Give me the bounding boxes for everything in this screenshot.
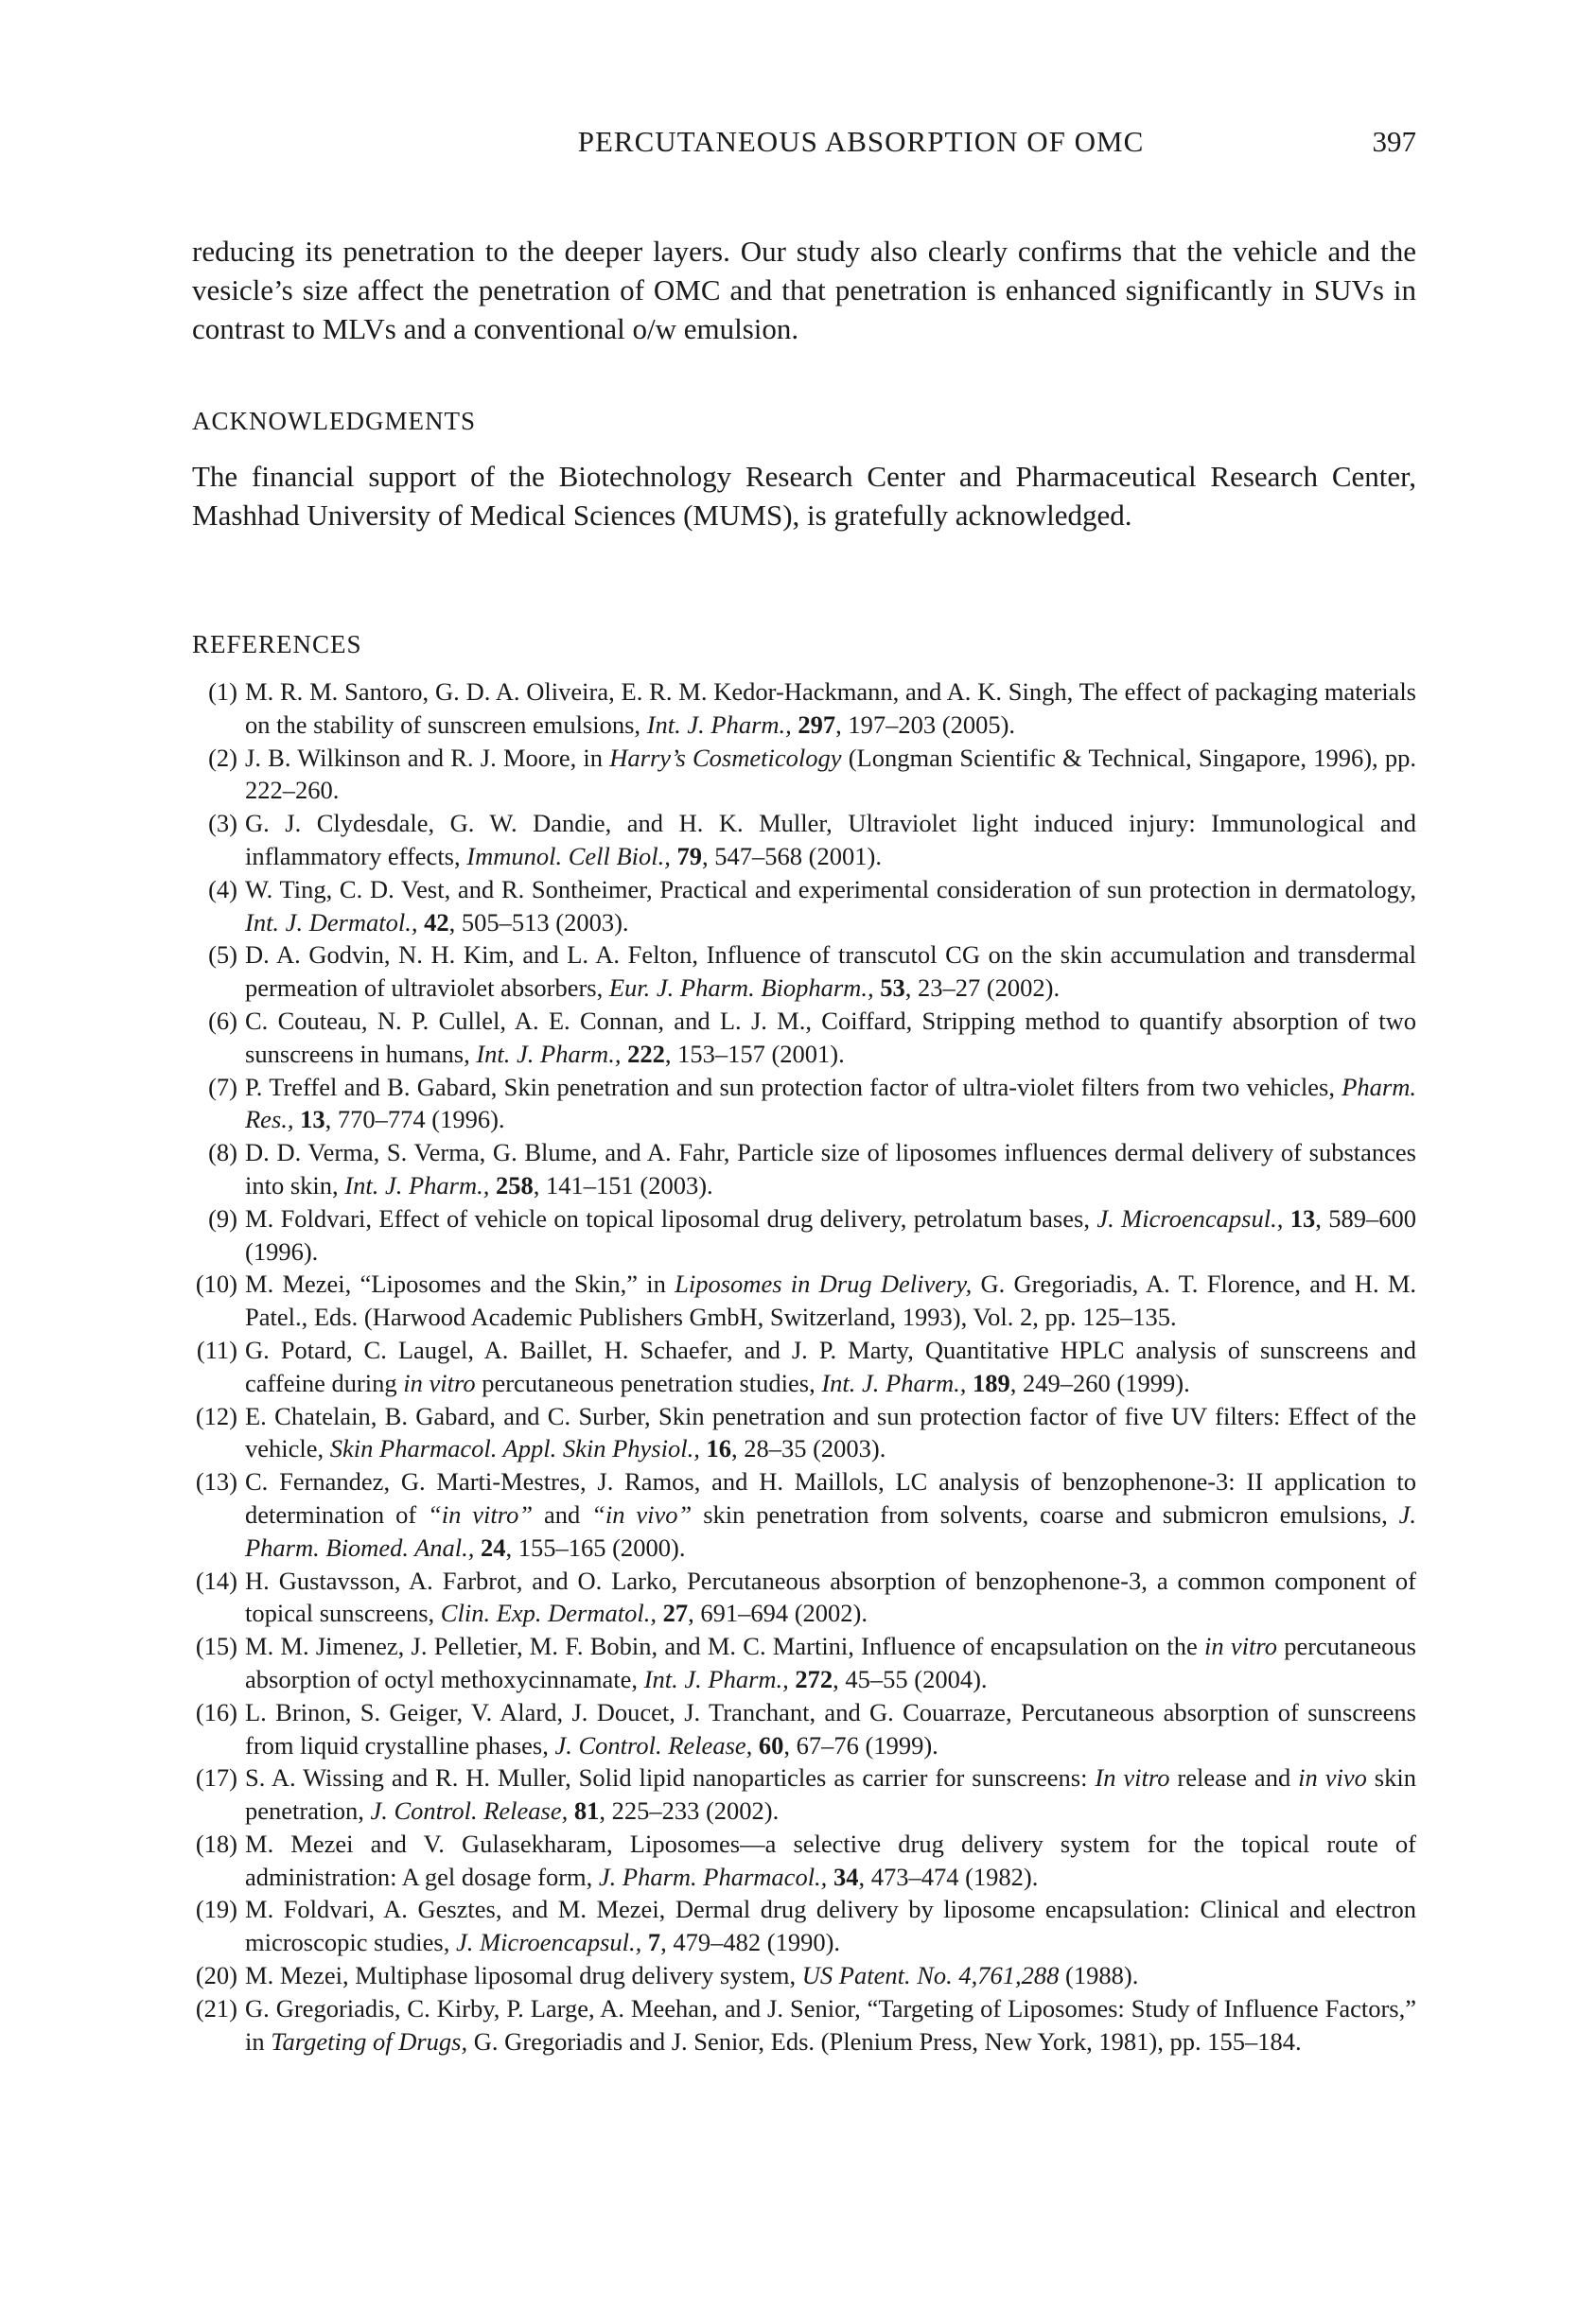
reference-item bbox=[192, 1696, 1416, 1762]
reference-text: and bbox=[533, 1499, 592, 1529]
reference-text: , 589–600 (1996). bbox=[245, 1203, 1417, 1266]
reference-text bbox=[752, 1731, 759, 1760]
reference-number: (4) bbox=[208, 874, 237, 903]
reference-text: , 141–151 (2003). bbox=[533, 1170, 713, 1200]
reference-volume: 7 bbox=[647, 1928, 661, 1957]
reference-volume: 13 bbox=[300, 1105, 325, 1134]
reference-volume: 60 bbox=[758, 1730, 784, 1760]
reference-item bbox=[192, 1893, 1416, 1959]
reference-text: , 225–233 (2002). bbox=[599, 1796, 780, 1826]
reference-item bbox=[192, 1828, 1416, 1894]
reference-italic-text: Liposomes in Drug Delivery, bbox=[675, 1270, 973, 1299]
reference-italic-text: in vitro bbox=[1204, 1632, 1277, 1661]
reference-item bbox=[192, 807, 1416, 873]
reference-text: M. Mezei and V. Gulasekharam, Liposomes—a selective drug delivery system for the topical route of administration: A gel dosage form, bbox=[245, 1829, 1416, 1891]
reference-text: , 23–27 (2002). bbox=[904, 973, 1061, 1003]
reference-text bbox=[489, 1171, 496, 1200]
reference-text: , 45–55 (2004). bbox=[833, 1664, 988, 1693]
reference-number: (2) bbox=[208, 743, 237, 772]
reference-italic-text: J. Microencapsul., bbox=[1096, 1203, 1284, 1233]
running-title: PERCUTANEOUS ABSORPTION OF OMC bbox=[577, 125, 1145, 158]
reference-text: L. Brinon, S. Geiger, V. Alard, J. Doucet, J. Tranchant, and G. Couarraze, Percutaneous absorption of sunscreens from liquid crystalline phases, bbox=[245, 1697, 1416, 1760]
reference-text: W. Ting, C. D. Vest, and R. Sontheimer, Practical and experimental consideration of sun protection in dermatology, bbox=[245, 874, 1416, 903]
reference-text: , 473–474 (1982). bbox=[858, 1862, 1039, 1891]
reference-italic-text: Immunol. Cell Biol., bbox=[466, 841, 671, 870]
reference-text: , 691–694 (2002). bbox=[688, 1599, 868, 1628]
reference-text: skin penetration, bbox=[245, 1763, 1416, 1826]
reference-volume: 16 bbox=[706, 1434, 731, 1463]
reference-text: percutaneous absorption of octyl methoxycinnamate, bbox=[245, 1632, 1416, 1693]
reference-italic-text: US Patent. No. 4,761,288 bbox=[801, 1961, 1060, 1990]
reference-number: (3) bbox=[208, 809, 237, 838]
reference-text: G. Gregoriadis, A. T. Florence, and H. M. Patel., Eds. (Harwood Academic Publishers GmbH, Switzerland, 1993), Vol. 2, pp. 125–135. bbox=[245, 1270, 1417, 1332]
reference-number: (11) bbox=[196, 1335, 237, 1364]
reference-volume: 42 bbox=[424, 907, 449, 937]
reference-number: (15) bbox=[195, 1632, 237, 1661]
reference-item bbox=[192, 1202, 1416, 1269]
reference-text: , 479–482 (1990). bbox=[660, 1928, 841, 1957]
reference-italic-text: in vivo bbox=[1298, 1763, 1367, 1793]
reference-italic-text: Int. J. Pharm., bbox=[476, 1039, 622, 1068]
reference-text: M. R. M. Santoro, G. D. A. Oliveira, E. R. M. Kedor-Hackmann, and A. K. Singh, The effect of packaging materials on the stability of sunscreen emulsions, bbox=[245, 677, 1416, 739]
reference-text: , 505–513 (2003). bbox=[448, 907, 629, 937]
reference-number: (12) bbox=[195, 1401, 237, 1430]
references-list bbox=[192, 675, 1416, 2058]
reference-number: (16) bbox=[195, 1697, 237, 1726]
reference-volume: 297 bbox=[798, 709, 836, 739]
reference-number: (13) bbox=[195, 1467, 237, 1497]
reference-number: (9) bbox=[208, 1203, 237, 1233]
reference-item bbox=[192, 1136, 1416, 1202]
page-number: 397 bbox=[1372, 125, 1416, 158]
reference-item bbox=[192, 1630, 1416, 1696]
reference-volume: 53 bbox=[880, 973, 905, 1003]
running-header bbox=[192, 125, 1416, 163]
reference-text: M. M. Jimenez, J. Pelletier, M. F. Bobin, and M. C. Martini, Influence of encapsulation on the bbox=[245, 1632, 1205, 1661]
reference-item bbox=[192, 1268, 1416, 1334]
reference-number: (5) bbox=[208, 940, 237, 970]
reference-italic-text: Int. J. Pharm., bbox=[643, 1664, 789, 1693]
acknowledgments-text: The financial support of the Biotechnology Research Center and Pharmaceutical Research Center, Mashhad University of Medical Sciences (MUMS), is gratefully acknowledged. bbox=[192, 460, 1416, 532]
reference-italic-text: Pharm. Res., bbox=[245, 1072, 1416, 1134]
reference-italic-text: Int. J. Dermatol., bbox=[245, 907, 418, 937]
reference-text bbox=[1283, 1204, 1289, 1233]
reference-italic-text: J. Pharm. Pharmacol., bbox=[598, 1862, 828, 1891]
reference-item bbox=[192, 1959, 1416, 1992]
reference-number: (7) bbox=[208, 1072, 237, 1101]
reference-item bbox=[192, 1400, 1416, 1466]
intro-paragraph: reducing its penetration to the deeper layers. Our study also clearly confirms that the vehicle and the vesicle’s size affect the penetration of OMC and that penetration is enhanced significantly in SUVs in contrast to MLVs and a conventional o/w emulsion. bbox=[192, 235, 1416, 345]
reference-text: C. Couteau, N. P. Cullel, A. E. Connan, and L. J. M., Coiffard, Stripping method to quantify absorption of two sunscreens in humans, bbox=[245, 1006, 1416, 1068]
reference-item bbox=[192, 1005, 1416, 1071]
reference-volume: 189 bbox=[973, 1368, 1010, 1397]
reference-italic-text: in vitro bbox=[403, 1368, 476, 1397]
reference-text: , 155–165 (2000). bbox=[505, 1533, 686, 1562]
reference-text: release and bbox=[1169, 1763, 1299, 1793]
reference-number: (8) bbox=[208, 1138, 237, 1167]
reference-text: (1988). bbox=[1059, 1961, 1139, 1990]
reference-italic-text: Int. J. Pharm., bbox=[821, 1368, 967, 1397]
reference-italic-text: Targeting of Drugs, bbox=[271, 2026, 468, 2056]
reference-italic-text: Clin. Exp. Dermatol., bbox=[440, 1599, 657, 1628]
reference-item bbox=[192, 742, 1416, 808]
reference-text: , 249–260 (1999). bbox=[1009, 1368, 1190, 1397]
reference-italic-text: J. Control. Release, bbox=[370, 1796, 569, 1826]
reference-item bbox=[192, 675, 1416, 742]
reference-text: , 67–76 (1999). bbox=[783, 1730, 938, 1760]
reference-volume: 258 bbox=[496, 1170, 534, 1200]
reference-italic-text: Eur. J. Pharm. Biopharm., bbox=[608, 973, 874, 1003]
reference-number: (10) bbox=[195, 1270, 237, 1299]
reference-text: , 197–203 (2005). bbox=[835, 709, 1016, 739]
reference-item bbox=[192, 1071, 1416, 1137]
reference-italic-text: Harry’s Cosmeticology bbox=[609, 743, 842, 772]
reference-text: M. Mezei, Multiphase liposomal drug delivery system, bbox=[245, 1961, 802, 1990]
references-heading: REFERENCES bbox=[192, 630, 362, 658]
reference-number: (17) bbox=[195, 1763, 237, 1793]
reference-text: D. D. Verma, S. Verma, G. Blume, and A. Fahr, Particle size of liposomes influences dermal delivery of substances into skin, bbox=[245, 1138, 1416, 1200]
reference-text: , 153–157 (2001). bbox=[664, 1039, 845, 1068]
reference-volume: 27 bbox=[662, 1599, 689, 1628]
reference-volume: 24 bbox=[481, 1533, 506, 1562]
reference-italic-text: “in vitro” bbox=[428, 1499, 534, 1529]
reference-text: J. B. Wilkinson and R. J. Moore, in bbox=[245, 743, 610, 772]
reference-text: G. Gregoriadis, C. Kirby, P. Large, A. Meehan, and J. Senior, “Targeting of Liposomes: Study of Influence Factors,” in bbox=[245, 1993, 1416, 2056]
reference-text: M. Foldvari, Effect of vehicle on topical liposomal drug delivery, petrolatum bases, bbox=[245, 1203, 1097, 1233]
reference-item bbox=[192, 1565, 1416, 1631]
reference-text: P. Treffel and B. Gabard, Skin penetration and sun protection factor of ultra-violet filters from two vehicles, bbox=[245, 1072, 1342, 1101]
reference-italic-text: J. Pharm. Biomed. Anal., bbox=[245, 1499, 1417, 1562]
reference-italic-text: Int. J. Pharm., bbox=[344, 1170, 490, 1200]
reference-text: percutaneous penetration studies, bbox=[475, 1368, 822, 1397]
reference-italic-text: Skin Pharmacol. Appl. Skin Physiol., bbox=[329, 1434, 700, 1463]
reference-number: (6) bbox=[208, 1006, 237, 1035]
reference-item bbox=[192, 938, 1416, 1005]
reference-italic-text: J. Control. Release, bbox=[554, 1730, 753, 1760]
reference-text: , 547–568 (2001). bbox=[702, 841, 882, 870]
reference-number: (1) bbox=[208, 677, 237, 706]
reference-text: M. Mezei, “Liposomes and the Skin,” in bbox=[245, 1270, 675, 1299]
reference-volume: 34 bbox=[833, 1862, 859, 1891]
reference-italic-text: In vitro bbox=[1095, 1763, 1170, 1793]
reference-volume: 79 bbox=[676, 841, 703, 870]
reference-number: (19) bbox=[195, 1895, 237, 1924]
reference-volume: 222 bbox=[627, 1039, 665, 1068]
reference-text: G. Gregoriadis and J. Senior, Eds. (Plenium Press, New York, 1981), pp. 155–184. bbox=[467, 2026, 1302, 2056]
reference-number: (18) bbox=[195, 1829, 237, 1858]
reference-text: , 28–35 (2003). bbox=[730, 1434, 886, 1463]
reference-text: D. A. Godvin, N. H. Kim, and L. A. Felton, Influence of transcutol CG on the skin accumulation and transdermal permeation of ultraviolet absorbers, bbox=[245, 940, 1416, 1003]
reference-text: M. Foldvari, A. Gesztes, and M. Mezei, Dermal drug delivery by liposome encapsulation: Clinical and electron microscopic studies, bbox=[245, 1895, 1416, 1957]
reference-text: (Longman Scientific & Technical, Singapore, 1996), pp. 222–260. bbox=[245, 743, 1417, 805]
reference-text: G. J. Clydesdale, G. W. Dandie, and H. K. Muller, Ultraviolet light induced injury: Immunological and inflammatory effects, bbox=[245, 809, 1416, 870]
reference-number: (20) bbox=[195, 1961, 237, 1990]
reference-item bbox=[192, 1761, 1416, 1828]
reference-italic-text: “in vivo” bbox=[591, 1499, 693, 1529]
reference-number: (21) bbox=[195, 1993, 237, 2023]
reference-item bbox=[192, 1992, 1416, 2058]
reference-volume: 81 bbox=[573, 1796, 600, 1826]
reference-italic-text: Int. J. Pharm., bbox=[646, 709, 792, 739]
reference-item bbox=[192, 873, 1416, 939]
reference-volume: 13 bbox=[1289, 1203, 1316, 1233]
reference-item bbox=[192, 1465, 1416, 1564]
reference-volume: 272 bbox=[795, 1664, 833, 1693]
reference-text bbox=[568, 1796, 574, 1825]
reference-text bbox=[827, 1863, 833, 1891]
reference-text: S. A. Wissing and R. H. Muller, Solid lipid nanoparticles as carrier for sunscreens: bbox=[245, 1763, 1096, 1793]
reference-text: C. Fernandez, G. Marti-Mestres, J. Ramos, and H. Maillols, LC analysis of benzophenone-3: II application to determination of bbox=[245, 1467, 1416, 1529]
reference-text: E. Chatelain, B. Gabard, and C. Surber, Skin penetration and sun protection factor of five UV filters: Effect of the vehicle, bbox=[245, 1401, 1416, 1463]
reference-text: H. Gustavsson, A. Farbrot, and O. Larko, Percutaneous absorption of benzophenone-3, a common component of topical sunscreens, bbox=[245, 1566, 1416, 1628]
reference-text: , 770–774 (1996). bbox=[324, 1105, 505, 1134]
reference-item bbox=[192, 1334, 1416, 1400]
reference-italic-text: J. Microencapsul., bbox=[456, 1928, 642, 1957]
acknowledgments-heading: ACKNOWLEDGMENTS bbox=[192, 407, 476, 435]
reference-number: (14) bbox=[195, 1566, 237, 1595]
reference-text: skin penetration from solvents, coarse and submicron emulsions, bbox=[692, 1499, 1399, 1529]
reference-text bbox=[671, 842, 677, 870]
reference-text bbox=[657, 1599, 663, 1627]
reference-text bbox=[641, 1928, 648, 1956]
reference-text: G. Potard, C. Laugel, A. Baillet, H. Schaefer, and J. P. Marty, Quantitative HPLC analysis of sunscreens and caffeine during bbox=[245, 1335, 1416, 1397]
